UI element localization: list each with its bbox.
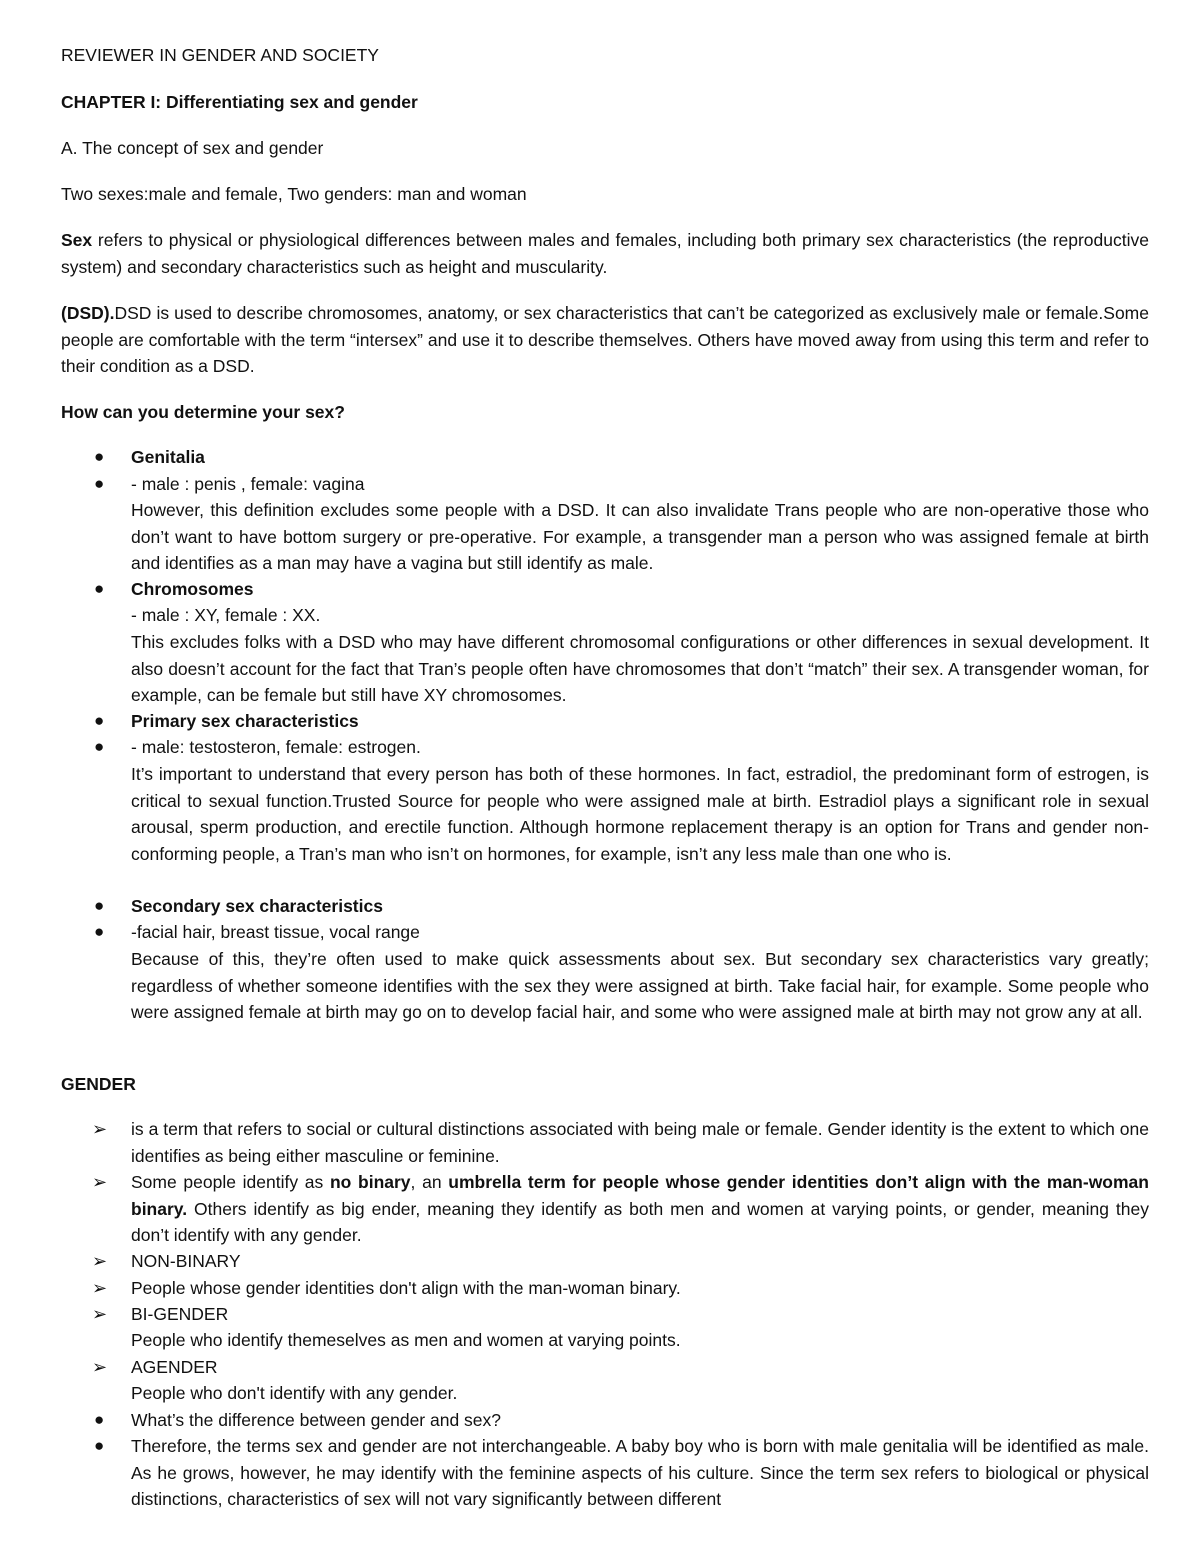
arrow-bullet-icon: ➢ [92, 1304, 108, 1324]
arrow-bullet-icon: ➢ [92, 1278, 108, 1298]
nonbinary-term: no binary [329, 1172, 411, 1192]
bigender-heading: BI-GENDER [131, 1304, 229, 1324]
arrow-bullet-icon: ➢ [92, 1251, 108, 1271]
document-title: REVIEWER IN GENDER AND SOCIETY [61, 45, 379, 65]
bullet-icon: ● [94, 1410, 105, 1429]
genitalia-heading: Genitalia [131, 447, 205, 467]
arrow-bullet-icon: ➢ [92, 1119, 108, 1139]
chapter-title: CHAPTER I: Differentiating sex and gender [61, 92, 418, 112]
secondary-sex-paragraph: Because of this, they’re often used to make quick assessments about sex. But secondary sex characteristics vary greatly; regardless of whether someone identifies with the sex they were assigned at birth. Take facial hair, for example. Some people who were assigned female at birth may go on to develop facial hair, and some who were assigned male at birth may not grow any at all. [131, 949, 1149, 1022]
nonbinary-text-e: Others identify as big ender, meaning they identify as both men and women at varying points, or gender, meaning they don’t identify with any gender. [131, 1198, 1149, 1245]
sex-definition-text: refers to physical or physiological differences between males and females, including both primary sex characteristics (the reproductive system) and secondary characteristics such as height and muscularity. [61, 230, 1149, 277]
two-sexes-line: Two sexes:male and female, Two genders: man and woman [61, 184, 527, 204]
bullet-icon: ● [94, 737, 105, 756]
bullet-icon: ● [94, 922, 105, 941]
secondary-sex-list-line: -facial hair, breast tissue, vocal range [131, 922, 420, 942]
bullet-icon: ● [94, 447, 105, 466]
chromosomes-list-line: - male : XY, female : XX. [131, 605, 321, 625]
bullet-icon: ● [94, 579, 105, 598]
secondary-sex-heading: Secondary sex characteristics [131, 896, 383, 916]
gender-heading: GENDER [61, 1074, 136, 1094]
arrow-bullet-icon: ➢ [92, 1357, 108, 1377]
dsd-definition-text: DSD is used to describe chromosomes, anatomy, or sex characteristics that can’t be categorized as exclusively male or female.Some people are comfortable with the term “intersex” and use it to describe themselves. Others have moved away from using this term and refer to their condition as a DSD. [61, 303, 1149, 376]
section-a-heading: A. The concept of sex and gender [61, 138, 324, 158]
nonbinary-identity-paragraph [131, 1169, 1149, 1249]
determine-sex-question: How can you determine your sex? [61, 402, 345, 422]
chromosomes-heading: Chromosomes [131, 579, 254, 599]
bullet-icon: ● [94, 711, 105, 730]
sex-term: Sex [61, 230, 93, 250]
nonbinary-text-a: Some people identify as [131, 1172, 330, 1192]
nonbinary-description: People whose gender identities don't align with the man-woman binary. [131, 1278, 681, 1298]
difference-question: What’s the difference between gender and sex? [131, 1410, 502, 1430]
primary-sex-paragraph: It’s important to understand that every person has both of these hormones. In fact, estradiol, the predominant form of estrogen, is critical to sexual function.Trusted Source for people who were assigned male at birth. Estradiol plays a significant role in sexual arousal, sperm production, and erectile function. Although hormone replacement therapy is an option for Trans and gender non-conforming people, a Tran’s man who isn’t on hormones, for example, isn’t any less male than one who is. [131, 764, 1149, 864]
genitalia-paragraph: However, this definition excludes some people with a DSD. It can also invalidate Trans people who are non-operative those who don’t want to have bottom surgery or pre-operative. For example, a transgender man a person who was assigned female at birth and identifies as a man may have a vagina but still identify as male. [131, 500, 1149, 573]
umbrella-term-text: umbrella term for people whose gender identities don’t align with the man-woman binary. [131, 1172, 1149, 1219]
sex-definition-paragraph [61, 227, 1149, 280]
bullet-icon: ● [94, 896, 105, 915]
nonbinary-text-c: , an [410, 1172, 449, 1192]
dsd-term: (DSD). [61, 303, 115, 323]
primary-sex-heading: Primary sex characteristics [131, 711, 359, 731]
therefore-paragraph: Therefore, the terms sex and gender are not interchangeable. A baby boy who is born with male genitalia will be identified as male. As he grows, however, he may identify with the feminine aspects of his culture. Since the term sex refers to biological or physical distinctions, characteristics of sex will not vary significantly between different [131, 1436, 1149, 1509]
nonbinary-heading: NON-BINARY [131, 1251, 241, 1271]
primary-sex-list-line: - male: testosteron, female: estrogen. [131, 737, 421, 757]
genitalia-list-line: - male : penis , female: vagina [131, 474, 365, 494]
gender-definition-paragraph: is a term that refers to social or cultural distinctions associated with being male or female. Gender identity is the extent to which one identifies as being either masculine or feminine. [131, 1119, 1149, 1166]
bullet-icon: ● [94, 1436, 105, 1455]
agender-description: People who don't identify with any gender. [131, 1383, 458, 1403]
agender-heading: AGENDER [131, 1357, 218, 1377]
bigender-description: People who identify themeselves as men and women at varying points. [131, 1330, 681, 1350]
arrow-bullet-icon: ➢ [92, 1172, 108, 1192]
chromosomes-paragraph: This excludes folks with a DSD who may have different chromosomal configurations or other differences in sexual development. It also doesn’t account for the fact that Tran’s people often have chromosomes that don’t “match” their sex. A transgender woman, for example, can be female but still have XY chromosomes. [131, 632, 1149, 705]
dsd-definition-paragraph [61, 300, 1149, 380]
bullet-icon: ● [94, 474, 105, 493]
